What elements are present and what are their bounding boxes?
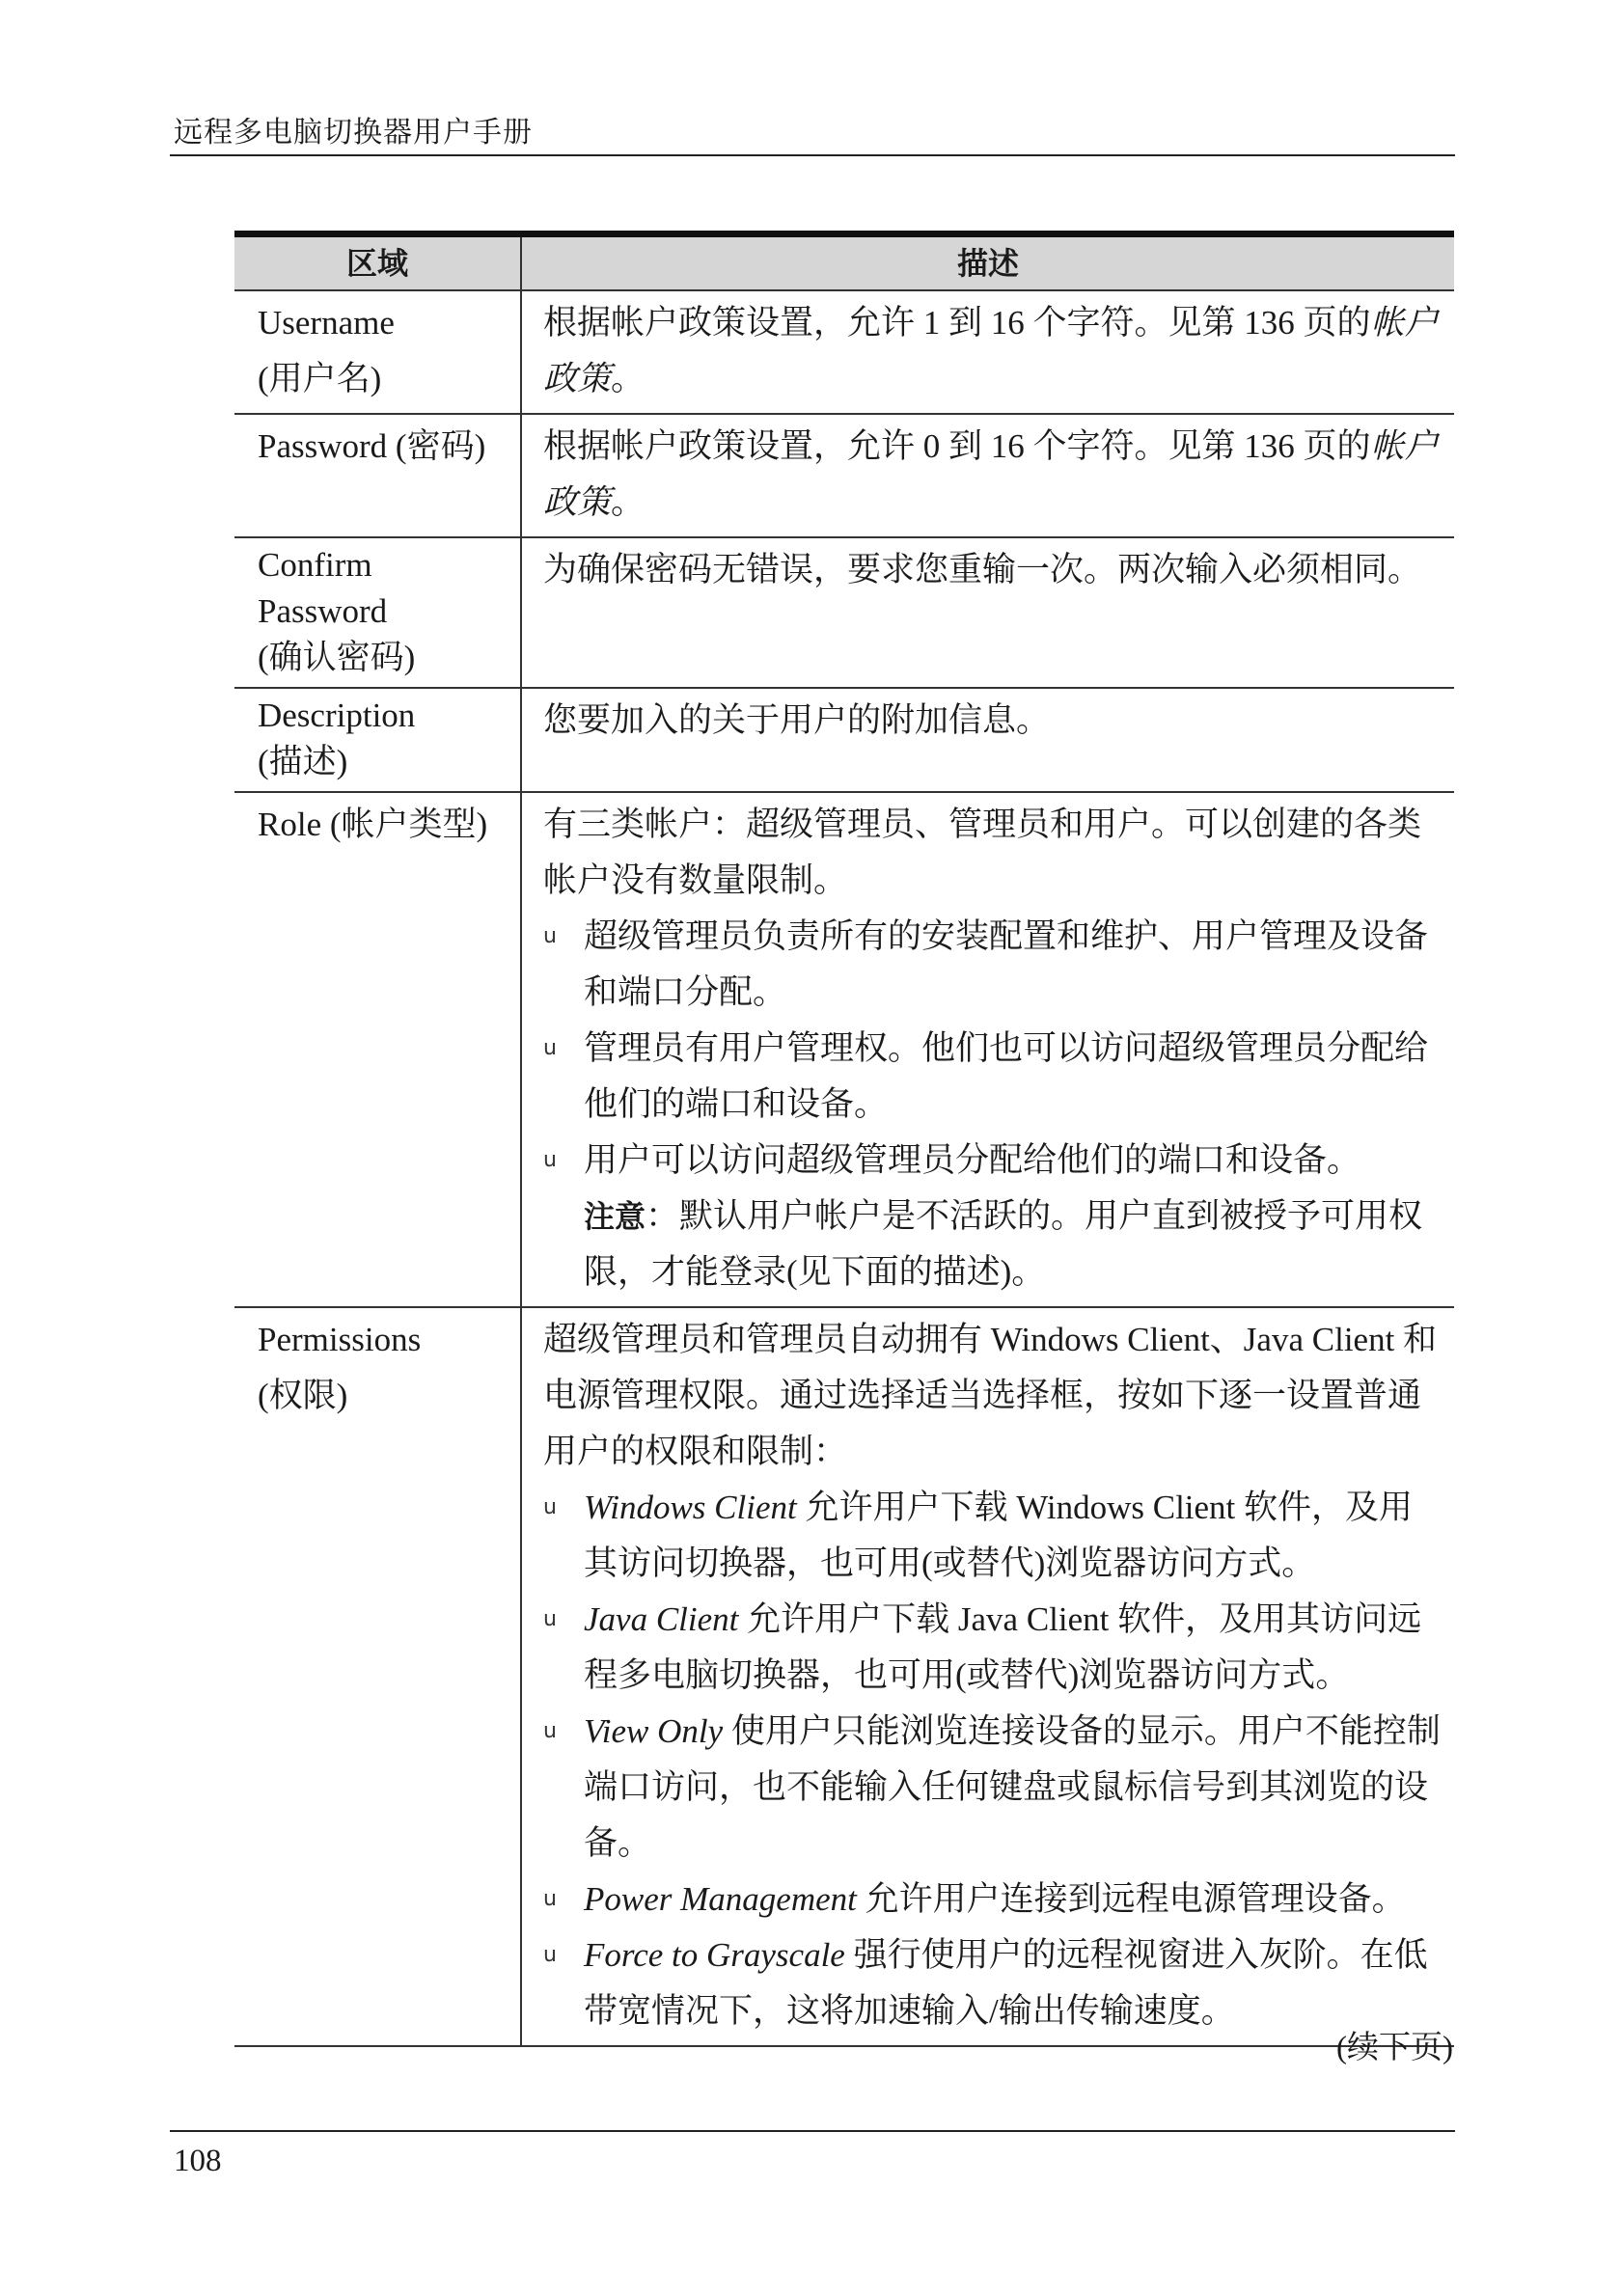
bullet-marker: u xyxy=(543,1148,557,1172)
field-name-cell xyxy=(234,290,521,414)
list-item-text: 使用户只能浏览连接设备的显示。用户不能控制端口访问，也不能输入任何键盘或鼠标信号到其浏览的设备。 xyxy=(584,1712,1441,1862)
table-row-description xyxy=(234,688,1454,792)
list-item xyxy=(543,1704,1442,1872)
bullet-marker: u xyxy=(543,1887,557,1911)
table-row-confirm-password xyxy=(234,537,1454,688)
field-name: Username xyxy=(258,304,395,342)
field-name-cn: (权限) xyxy=(258,1377,348,1414)
role-intro: 有三类帐户：超级管理员、管理员和用户。可以创建的各类帐户没有数量限制。 xyxy=(543,806,1422,899)
field-desc-cell xyxy=(521,414,1454,537)
field-name-cell xyxy=(234,414,521,537)
desc-end: 。 xyxy=(611,360,646,397)
field-name: Role (帐户类型) xyxy=(258,806,488,843)
field-desc-cell xyxy=(521,792,1454,1307)
header-rule xyxy=(170,154,1455,156)
field-name-line1: Confirm xyxy=(258,546,372,584)
list-item-text: 允许用户下载 Java Client 软件，及用其访问远程多电脑切换器，也可用(或替代)浏览器访问方式。 xyxy=(584,1600,1422,1694)
bullet-marker: u xyxy=(543,924,557,948)
field-name-cell xyxy=(234,537,521,688)
field-desc: 根据帐户政策设置，允许 0 到 16 个字符。见第 136 页的 xyxy=(543,427,1371,465)
note-text: ：默认用户帐户是不活跃的。用户直到被授予可用权限，才能登录(见下面的描述)。 xyxy=(584,1197,1423,1291)
continued-note: (续下页) xyxy=(1336,2031,1453,2065)
list-item xyxy=(543,1872,1442,1927)
list-item xyxy=(543,1021,1442,1133)
permission-term: Force to Grayscale xyxy=(584,1936,845,1974)
permissions-intro: 超级管理员和管理员自动拥有 Windows Client、Java Client 和电源管理权限。通过选择适当选择框，按如下逐一设置普通用户的权限和限制： xyxy=(543,1321,1438,1470)
page-number: 108 xyxy=(174,2144,222,2178)
bullet-marker: u xyxy=(543,1036,557,1060)
field-desc: 您要加入的关于用户的附加信息。 xyxy=(543,701,1051,739)
field-name-cn: (描述) xyxy=(258,743,348,780)
cross-reference: 帐户政策 xyxy=(543,427,1439,521)
field-name: Password (密码) xyxy=(258,427,486,465)
table-row-permissions xyxy=(234,1307,1454,2046)
list-item-text: 允许用户连接到远程电源管理设备。 xyxy=(856,1880,1406,1918)
field-name-cell xyxy=(234,688,521,792)
column-header-area: 区域 xyxy=(234,234,521,291)
bullet-marker: u xyxy=(543,1719,557,1743)
role-note xyxy=(543,1189,1442,1300)
field-name-cn: (用户名) xyxy=(258,360,382,397)
list-item xyxy=(543,909,1442,1021)
list-item-text: 允许用户下载 Windows Client 软件，及用其访问切换器，也可用(或替代)浏览器访问方式。 xyxy=(584,1489,1414,1582)
permission-term: View Only xyxy=(584,1712,724,1750)
table-row-username xyxy=(234,290,1454,414)
field-name-cell xyxy=(234,792,521,1307)
column-header-description: 描述 xyxy=(521,234,1454,291)
permission-term: Windows Client xyxy=(584,1489,797,1526)
permission-term: Java Client xyxy=(584,1600,739,1638)
list-item-text: 管理员有用户管理权。他们也可以访问超级管理员分配给他们的端口和设备。 xyxy=(584,1029,1429,1123)
document-header-title: 远程多电脑切换器用户手册 xyxy=(174,117,533,149)
field-desc: 为确保密码无错误，要求您重输一次。两次输入必须相同。 xyxy=(543,551,1422,588)
list-item xyxy=(543,1480,1442,1592)
field-description-table xyxy=(234,231,1454,2047)
field-desc-cell xyxy=(521,290,1454,414)
field-desc-cell xyxy=(521,688,1454,792)
table-row-role xyxy=(234,792,1454,1307)
list-item xyxy=(543,1927,1442,2039)
list-item-text: 超级管理员负责所有的安装配置和维护、用户管理及设备和端口分配。 xyxy=(584,917,1429,1011)
footer-rule xyxy=(170,2130,1455,2132)
field-desc-cell xyxy=(521,1307,1454,2046)
cross-reference: 帐户政策 xyxy=(543,304,1439,397)
field-desc: 根据帐户政策设置，允许 1 到 16 个字符。见第 136 页的 xyxy=(543,304,1371,342)
bullet-marker: u xyxy=(543,1607,557,1631)
table-row-password xyxy=(234,414,1454,537)
field-name: Permissions xyxy=(258,1321,422,1358)
field-name-line2: Password xyxy=(258,592,388,630)
list-item xyxy=(543,1592,1442,1704)
bullet-marker: u xyxy=(543,1495,557,1519)
bullet-marker: u xyxy=(543,1943,557,1967)
field-name-cn: (确认密码) xyxy=(258,639,416,676)
field-name: Description xyxy=(258,697,416,734)
field-name-cell xyxy=(234,1307,521,2046)
desc-end: 。 xyxy=(611,483,646,521)
list-item xyxy=(543,1133,1442,1189)
table-header-row xyxy=(234,234,1454,291)
list-item-text: 强行使用户的远程视窗进入灰阶。在低带宽情况下，这将加速输入/输出传输速度。 xyxy=(584,1936,1428,2030)
note-label: 注意 xyxy=(584,1198,646,1235)
list-item-text: 用户可以访问超级管理员分配给他们的端口和设备。 xyxy=(584,1141,1361,1179)
field-desc-cell xyxy=(521,537,1454,688)
permission-term: Power Management xyxy=(584,1880,857,1918)
